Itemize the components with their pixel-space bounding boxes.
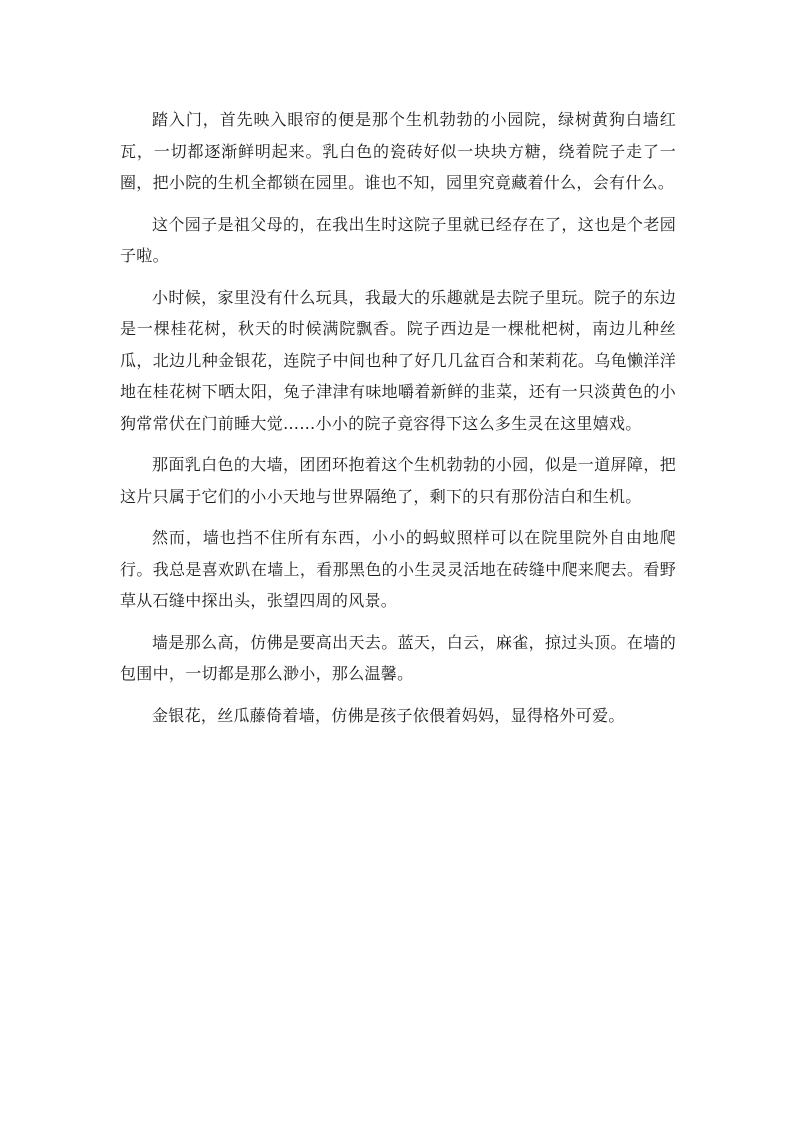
paragraph-2: 这个园子是祖父母的，在我出生时这院子里就已经存在了，这也是个老园子啦。 [120,214,676,265]
paragraph-3: 小时候，家里没有什么玩具，我最大的乐趣就是去院子里玩。院子的东边是一棵桂花树，秋天的时候满院飘香。院子西边是一棵枇杷树，南边儿种丝瓜，北边儿种金银花，连院子中间也种了好几几盆百合和茉莉花。乌龟懒洋洋地在桂花树下晒太阳，兔子津津有味地嚼着新鲜的韭菜，还有一只淡黄色的小狗常常伏在门前睡大觉……小小的院子竟容得下这么多生灵在这里嬉戏。 [120,287,676,433]
paragraph-1: 踏入门，首先映入眼帘的便是那个生机勃勃的小园院，绿树黄狗白墙红瓦，一切都逐渐鲜明起来。乳白色的瓷砖好似一块块方糖，绕着院子走了一圈，把小院的生机全都锁在园里。谁也不知，园里究竟藏着什么，会有什么。 [120,110,676,192]
paragraph-5: 然而，墙也挡不住所有东西，小小的蚂蚁照样可以在院里院外自由地爬行。我总是喜欢趴在墙上，看那黑色的小生灵灵活地在砖缝中爬来爬去。看野草从石缝中探出头，张望四周的风景。 [120,528,676,610]
document-body [120,104,676,741]
paragraph-6: 墙是那么高，仿佛是要高出天去。蓝天，白云，麻雀，掠过头顶。在墙的包围中，一切都是那么渺小，那么温馨。 [120,632,676,683]
paragraph-4: 那面乳白色的大墙，团团环抱着这个生机勃勃的小园，似是一道屏障，把这片只属于它们的小小天地与世界隔绝了，剩下的只有那份洁白和生机。 [120,455,676,506]
paragraph-7: 金银花，丝瓜藤倚着墙，仿佛是孩子依偎着妈妈，显得格外可爱。 [152,705,625,725]
